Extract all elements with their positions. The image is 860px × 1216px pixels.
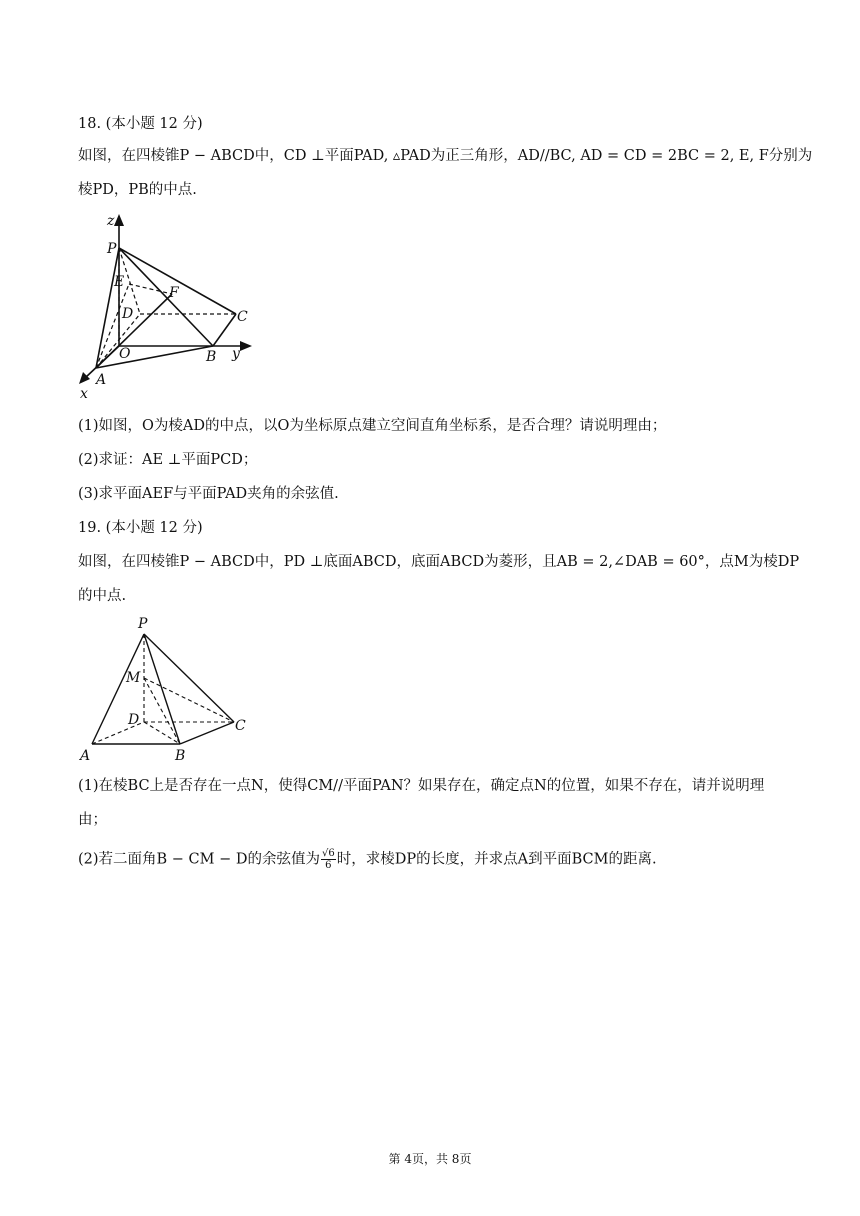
edge-AB	[96, 346, 213, 368]
q18-stem-line1: 如图，在四棱锥P − ABCD中，CD ⊥平面PAD, ▵PAD为正三角形，AD//BC, AD = CD = 2BC = 2, E, F分别为	[78, 148, 813, 164]
q19-stem-line2: 的中点.	[78, 588, 127, 604]
q19-stem-line1: 如图，在四棱锥P − ABCD中，PD ⊥底面ABCD，底面ABCD为菱形，且AB = 2,∠DAB = 60°，点M为棱DP	[78, 554, 800, 570]
label-M: M	[126, 670, 141, 686]
label-P: P	[138, 616, 148, 632]
q18-header: 18. (本小题 12 分)	[78, 116, 203, 132]
page-footer: 第 4页，共 8页	[388, 1152, 472, 1166]
edge-PC	[144, 634, 234, 722]
label-y: y	[232, 346, 240, 362]
segment-EF	[129, 284, 172, 294]
label-B: B	[206, 349, 217, 365]
label-D: D	[122, 306, 134, 322]
label-F: F	[169, 285, 179, 301]
edge-PB	[144, 634, 180, 744]
label-A: A	[80, 748, 91, 764]
label-O: O	[119, 346, 131, 362]
label-B: B	[175, 748, 186, 764]
label-E: E	[114, 274, 125, 290]
q19-part1-line1: (1)在棱BC上是否存在一点N，使得CM//平面PAN？如果存在，确定点N的位置，如果不存在，请并说明理	[78, 778, 765, 794]
label-C: C	[237, 309, 248, 325]
label-x: x	[80, 386, 88, 400]
edge-BC	[213, 314, 236, 346]
q18-pyramid-figure	[74, 208, 274, 400]
q19-part2	[78, 848, 657, 871]
q18-stem-line2: 棱PD，PB的中点.	[78, 182, 197, 198]
edge-BC	[180, 722, 234, 744]
segment-MC	[144, 678, 234, 722]
y-arrow	[240, 341, 252, 351]
label-P: P	[107, 241, 117, 257]
z-arrow	[114, 214, 124, 226]
q19-header: 19. (本小题 12 分)	[78, 520, 203, 536]
label-C: C	[235, 718, 246, 734]
q19-pyramid-figure	[74, 612, 264, 768]
label-z: z	[107, 213, 115, 229]
label-A: A	[96, 372, 107, 388]
fraction-numerator: √6	[322, 848, 335, 859]
edge-AD	[96, 314, 140, 368]
q19-part2-post: 时，求棱DP的长度，并求点A到平面BCM的距离.	[336, 851, 657, 868]
q18-part2: (2)求证：AE ⊥平面PCD；	[78, 452, 258, 468]
q19-part2-pre: (2)若二面角B − CM − D的余弦值为	[78, 851, 320, 868]
cosine-fraction	[321, 848, 336, 871]
q19-part1-line2: 由；	[78, 812, 107, 828]
q18-part1: (1)如图，O为棱AD的中点，以O为坐标原点建立空间直角坐标系，是否合理？请说明理由；	[78, 418, 667, 434]
label-D: D	[128, 712, 140, 728]
fraction-denominator: 6	[325, 860, 332, 871]
q18-part3: (3)求平面AEF与平面PAD夹角的余弦值.	[78, 486, 339, 502]
